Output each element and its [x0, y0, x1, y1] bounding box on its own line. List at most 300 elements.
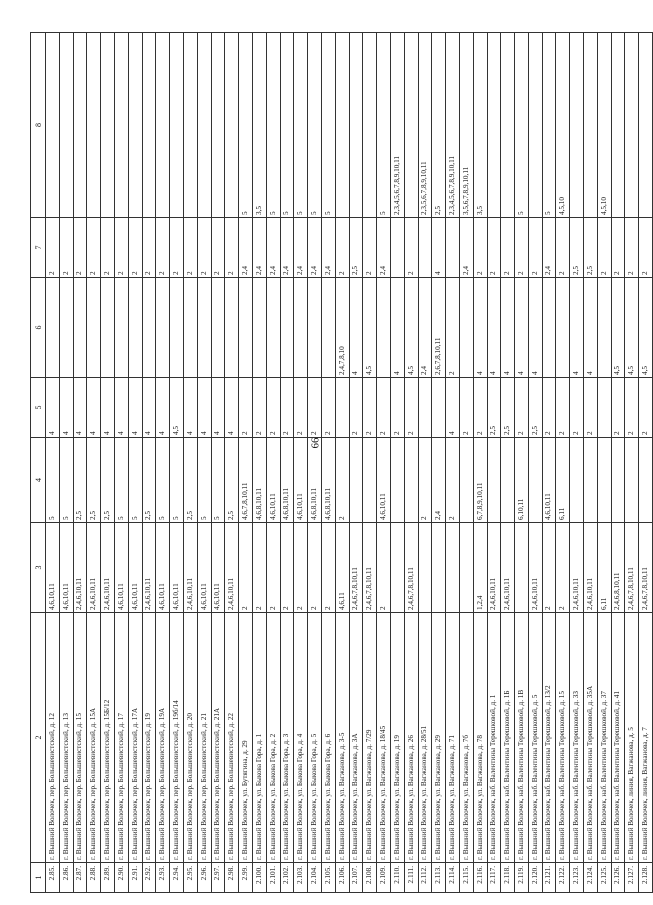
table-cell-col-1: 2.94. [170, 863, 184, 893]
table-cell-col-1: 2.104. [308, 863, 322, 893]
table-cell-col-1: 2.114. [446, 863, 460, 893]
table-cell-col-6: 4,5 [404, 278, 418, 378]
table-cell-col-6 [280, 278, 294, 378]
table-cell-col-8: 5 [239, 33, 253, 218]
table-cell-col-7 [390, 218, 404, 278]
table-cell-col-3 [459, 523, 473, 613]
table-cell-col-4: 4,6,10,11 [377, 438, 391, 523]
table-row [294, 33, 308, 893]
table-cell-col-5: 4 [73, 378, 87, 438]
table-cell-col-7: 2,4 [321, 218, 335, 278]
table-cell-col-1: 2.112. [418, 863, 432, 893]
table-cell-col-8: 5 [321, 33, 335, 218]
table-cell-col-7: 2 [211, 218, 225, 278]
table-cell-col-5: 2 [459, 378, 473, 438]
table-cell-col-3: 4,6,10,11 [114, 523, 128, 613]
table-cell-col-8 [73, 33, 87, 218]
table-cell-col-4: 2,5 [142, 438, 156, 523]
table-cell-col-2: г. Вышний Волочек, пер. Большевистский, д. 13 [59, 613, 73, 863]
table-cell-col-7 [418, 218, 432, 278]
table-cell-col-8 [225, 33, 239, 218]
table-cell-col-2: г. Вышний Волочек, ул. Вагжанова, д. 26 [404, 613, 418, 863]
table-cell-col-5: 4 [156, 378, 170, 438]
table-row [321, 33, 335, 893]
table-cell-col-7: 2 [114, 218, 128, 278]
table-cell-col-1: 2.122. [556, 863, 570, 893]
table-row [528, 33, 542, 893]
table-cell-col-5 [432, 378, 446, 438]
table-row [335, 33, 349, 893]
table-cell-col-4 [390, 438, 404, 523]
table-cell-col-8 [501, 33, 515, 218]
table-cell-col-5 [597, 378, 611, 438]
column-header-4: 4 [31, 438, 46, 523]
table-cell-col-5: 4 [114, 378, 128, 438]
table-row [73, 33, 87, 893]
table-cell-col-3: 4,6,10,11 [59, 523, 73, 613]
table-cell-col-4: 4,6,10,11 [542, 438, 556, 523]
table-cell-col-6 [87, 278, 101, 378]
table-row [459, 33, 473, 893]
table-cell-col-7: 2 [170, 218, 184, 278]
table-cell-col-7: 2,4 [377, 218, 391, 278]
table-cell-col-6 [73, 278, 87, 378]
table-cell-col-8 [570, 33, 584, 218]
table-cell-col-6 [170, 278, 184, 378]
table-row [156, 33, 170, 893]
table-cell-col-2: г. Вышний Волочек, наб. Валентины Терешковой, д. 1В [515, 613, 529, 863]
table-cell-col-2: г. Вышний Волочек, линия, Вагжанова, д. 7 [639, 613, 653, 863]
table-cell-col-2: г. Вышний Волочек, ул. Быкова Горa, д. 4 [294, 613, 308, 863]
table-cell-col-1: 2.103. [294, 863, 308, 893]
table-cell-col-1: 2.108. [363, 863, 377, 893]
table-cell-col-2: г. Вышний Волочек, ул. Бутягина, д. 29 [239, 613, 253, 863]
table-cell-col-6 [597, 278, 611, 378]
table-cell-col-4: 4,6,8,10,11 [308, 438, 322, 523]
table-cell-col-3: 2 [542, 523, 556, 613]
table-cell-col-1: 2.124. [584, 863, 598, 893]
table-cell-col-5: 2 [308, 378, 322, 438]
table-cell-col-3: 2,4,6,10,11 [142, 523, 156, 613]
table-row [584, 33, 598, 893]
table-cell-col-2: г. Вышний Волочек, пер. Большевистский, д. 15 [73, 613, 87, 863]
table-cell-col-3: 2,4,6,10,11 [183, 523, 197, 613]
table-cell-col-5: 4 [183, 378, 197, 438]
table-cell-col-6 [266, 278, 280, 378]
table-cell-col-5: 2 [542, 378, 556, 438]
table-cell-col-6: 2,6,7,8,10,11 [432, 278, 446, 378]
table-cell-col-8 [625, 33, 639, 218]
table-cell-col-5: 2 [363, 378, 377, 438]
table-cell-col-7: 2 [404, 218, 418, 278]
table-cell-col-6 [542, 278, 556, 378]
table-cell-col-2: г. Вышний Волочек, ул. Вагжанова, д. 7б [459, 613, 473, 863]
table-cell-col-2: г. Вышний Волочек, ул. Вагжанова, д. 18/45 [377, 613, 391, 863]
table-cell-col-3: 2 [556, 523, 570, 613]
table-cell-col-4: 2,5 [73, 438, 87, 523]
table-cell-col-7: 2 [611, 218, 625, 278]
table-cell-col-7: 4 [432, 218, 446, 278]
table-cell-col-7: 2,5 [570, 218, 584, 278]
table-cell-col-5 [335, 378, 349, 438]
table-cell-col-7: 2 [335, 218, 349, 278]
table-cell-col-2: г. Вышний Волочек, ул. Вагжанова, д. 3А [349, 613, 363, 863]
table-cell-col-2: г. Вышний Волочек, наб. Валентины Терешковой, д. 33 [570, 613, 584, 863]
table-cell-col-8: 3,5,6,7,8,9,10,11 [459, 33, 473, 218]
table-row [639, 33, 653, 893]
table-cell-col-5: 2 [390, 378, 404, 438]
table-cell-col-8: 4,5,10 [556, 33, 570, 218]
table-row [570, 33, 584, 893]
table-cell-col-7: 2 [556, 218, 570, 278]
table-cell-col-8 [211, 33, 225, 218]
table-cell-col-4: 5 [114, 438, 128, 523]
table-cell-col-3: 6,11 [597, 523, 611, 613]
table-cell-col-1: 2.120. [528, 863, 542, 893]
table-cell-col-6 [197, 278, 211, 378]
table-cell-col-8: 5 [280, 33, 294, 218]
table-cell-col-6 [183, 278, 197, 378]
table-cell-col-3: 4,6,10,11 [156, 523, 170, 613]
table-cell-col-4: 5 [59, 438, 73, 523]
table-cell-col-3: 2,4,6,10,11 [73, 523, 87, 613]
table-cell-col-4: 5 [211, 438, 225, 523]
table-cell-col-5: 4 [46, 378, 60, 438]
table-cell-col-8 [363, 33, 377, 218]
table-cell-col-8: 5 [515, 33, 529, 218]
table-cell-col-4: 2,5 [87, 438, 101, 523]
table-cell-col-2: г. Вышний Волочек, наб. Валентины Терешковой, д. 5 [528, 613, 542, 863]
table-cell-col-4: 4,6,10,11 [266, 438, 280, 523]
table-cell-col-1: 2.99. [239, 863, 253, 893]
table-cell-col-8: 5 [266, 33, 280, 218]
table-cell-col-5: 2 [625, 378, 639, 438]
table-cell-col-8 [46, 33, 60, 218]
table-cell-col-2: г. Вышний Волочек, пер. Большевистский, д. 22 [225, 613, 239, 863]
table-cell-col-6: 4,5 [363, 278, 377, 378]
table-cell-col-8: 5 [294, 33, 308, 218]
table-row [473, 33, 487, 893]
table-cell-col-5: 2 [239, 378, 253, 438]
table-cell-col-7: 2 [528, 218, 542, 278]
table-cell-col-1: 2.117. [487, 863, 501, 893]
table-cell-col-1: 2.106. [335, 863, 349, 893]
table-row [308, 33, 322, 893]
table-cell-col-7: 2 [183, 218, 197, 278]
table-cell-col-3: 2 [239, 523, 253, 613]
table-cell-col-7: 2 [197, 218, 211, 278]
table-cell-col-8 [197, 33, 211, 218]
table-cell-col-6 [294, 278, 308, 378]
table-cell-col-8 [101, 33, 115, 218]
table-cell-col-1: 2.119. [515, 863, 529, 893]
table-cell-col-4 [404, 438, 418, 523]
table-cell-col-3: 2,4,6,10,11 [584, 523, 598, 613]
table-cell-col-1: 2.116. [473, 863, 487, 893]
table-cell-col-1: 2.91. [128, 863, 142, 893]
document-table-rotated [30, 33, 650, 893]
table-cell-col-3: 2,4,6,10,11 [101, 523, 115, 613]
table-cell-col-4 [528, 438, 542, 523]
table-cell-col-1: 2.97. [211, 863, 225, 893]
table-cell-col-3: 2 [266, 523, 280, 613]
table-cell-col-3: 2,4,6,7,8,10,11 [404, 523, 418, 613]
table-cell-col-1: 2.123. [570, 863, 584, 893]
table-cell-col-6 [321, 278, 335, 378]
table-cell-col-4: 2,5 [225, 438, 239, 523]
table-cell-col-7: 2,4 [252, 218, 266, 278]
table-cell-col-2: г. Вышний Волочек, ул. Вагжанова, д. 78 [473, 613, 487, 863]
table-cell-col-6 [128, 278, 142, 378]
table-cell-col-8 [114, 33, 128, 218]
table-cell-col-4: 2,5 [101, 438, 115, 523]
table-cell-col-6: 4 [487, 278, 501, 378]
table-cell-col-8 [487, 33, 501, 218]
table-header-row [31, 33, 46, 893]
table-cell-col-3: 2,4,6,8,10,11 [611, 523, 625, 613]
table-row [611, 33, 625, 893]
table-cell-col-7: 2,5 [349, 218, 363, 278]
table-cell-col-4 [487, 438, 501, 523]
table-row [625, 33, 639, 893]
table-cell-col-1: 2.96. [197, 863, 211, 893]
table-cell-col-2: г. Вышний Волочек, наб. Валентины Терешковой, д. 37 [597, 613, 611, 863]
table-cell-col-5: 4 [197, 378, 211, 438]
table-cell-col-7: 2 [225, 218, 239, 278]
table-row [170, 33, 184, 893]
table-cell-col-2: г. Вышний Волочек, пер. Большевистский, д. 19 [142, 613, 156, 863]
table-cell-col-5: 2,5 [528, 378, 542, 438]
table-cell-col-2: г. Вышний Волочек, ул. Быкова Горa, д. 1 [252, 613, 266, 863]
table-cell-col-7: 2 [625, 218, 639, 278]
table-cell-col-4 [459, 438, 473, 523]
table-cell-col-6: 2,4,7,8,10 [335, 278, 349, 378]
table-cell-col-7: 2 [597, 218, 611, 278]
table-cell-col-3: 2,4,6,10,11 [570, 523, 584, 613]
table-cell-col-4 [625, 438, 639, 523]
table-row [363, 33, 377, 893]
table-cell-col-8 [528, 33, 542, 218]
table-cell-col-1: 2.89. [101, 863, 115, 893]
table-cell-col-5: 4 [59, 378, 73, 438]
table-row [252, 33, 266, 893]
table-cell-col-7: 2 [363, 218, 377, 278]
table-cell-col-1: 2.85. [46, 863, 60, 893]
table-cell-col-3: 2 [252, 523, 266, 613]
table-cell-col-6: 4,5 [639, 278, 653, 378]
table-row [418, 33, 432, 893]
column-header-7: 7 [31, 218, 46, 278]
table-cell-col-1: 2.88. [87, 863, 101, 893]
table-cell-col-1: 2.113. [432, 863, 446, 893]
table-cell-col-5: 4 [128, 378, 142, 438]
table-cell-col-3: 2 [308, 523, 322, 613]
table-cell-col-6: 4 [349, 278, 363, 378]
table-cell-col-2: г. Вышний Волочек, пер. Большевистский, д. 15Б/12 [101, 613, 115, 863]
table-cell-col-7 [446, 218, 460, 278]
table-cell-col-5: 2 [404, 378, 418, 438]
table-cell-col-8: 2,5 [432, 33, 446, 218]
table-cell-col-3: 2,4,6,10,11 [487, 523, 501, 613]
table-cell-col-7: 2 [128, 218, 142, 278]
table-cell-col-3: 2,4,6,7,8,10,11 [639, 523, 653, 613]
table-cell-col-5: 4 [211, 378, 225, 438]
table-cell-col-5: 2 [280, 378, 294, 438]
table-cell-col-2: г. Вышний Волочек, ул. Вагжанова, д. 71 [446, 613, 460, 863]
table-cell-col-4: 4,6,8,10,11 [252, 438, 266, 523]
table-cell-col-7: 2 [639, 218, 653, 278]
table-cell-col-7: 2,4 [308, 218, 322, 278]
table-cell-col-7: 2 [156, 218, 170, 278]
table-cell-col-3: 4,6,10,11 [46, 523, 60, 613]
table-row [404, 33, 418, 893]
table-cell-col-6: 4 [528, 278, 542, 378]
table-cell-col-4 [363, 438, 377, 523]
table-cell-col-6 [142, 278, 156, 378]
table-row [556, 33, 570, 893]
table-cell-col-2: г. Вышний Волочек, ул. Быкова Горa, д. 5 [308, 613, 322, 863]
table-cell-col-2: г. Вышний Волочек, пер. Большевистский, д. 17А [128, 613, 142, 863]
table-cell-col-8: 2,3,4,5,6,7,8,9,10,11 [446, 33, 460, 218]
table-cell-col-1: 2.128. [639, 863, 653, 893]
table-cell-col-8 [59, 33, 73, 218]
table-cell-col-5: 2 [556, 378, 570, 438]
table-row [349, 33, 363, 893]
table-cell-col-6: 4,5 [611, 278, 625, 378]
table-cell-col-7: 2 [142, 218, 156, 278]
table-cell-col-5: 2 [473, 378, 487, 438]
table-cell-col-3: 2 [294, 523, 308, 613]
table-cell-col-1: 2.98. [225, 863, 239, 893]
table-cell-col-7: 2,5 [584, 218, 598, 278]
table-cell-col-8 [349, 33, 363, 218]
table-cell-col-8 [128, 33, 142, 218]
table-cell-col-1: 2.101. [266, 863, 280, 893]
table-cell-col-4: 2,4 [432, 438, 446, 523]
table-cell-col-6 [156, 278, 170, 378]
table-cell-col-6 [211, 278, 225, 378]
table-cell-col-7: 2 [501, 218, 515, 278]
table-cell-col-5: 2,5 [501, 378, 515, 438]
table-cell-col-1: 2.107. [349, 863, 363, 893]
table-cell-col-1: 2.93. [156, 863, 170, 893]
table-cell-col-5 [418, 378, 432, 438]
table-cell-col-3 [418, 523, 432, 613]
table-cell-col-4: 4,6,7,8,10,11 [239, 438, 253, 523]
table-cell-col-8 [183, 33, 197, 218]
table-cell-col-1: 2.110. [390, 863, 404, 893]
table-cell-col-4 [570, 438, 584, 523]
table-cell-col-6: 4 [584, 278, 598, 378]
table-cell-col-5: 4 [87, 378, 101, 438]
table-cell-col-4 [597, 438, 611, 523]
table-cell-col-4: 4,6,10,11 [294, 438, 308, 523]
table-cell-col-4: 6,10,11 [515, 438, 529, 523]
column-header-1: 1 [31, 863, 46, 893]
table-cell-col-3: 2 [280, 523, 294, 613]
table-cell-col-3: 2,4,6,7,8,10,11 [349, 523, 363, 613]
table-cell-col-4: 5 [128, 438, 142, 523]
table-cell-col-3: 2,4,6,10,11 [501, 523, 515, 613]
table-cell-col-5: 4,5 [170, 378, 184, 438]
table-row [266, 33, 280, 893]
table-cell-col-3: 4,6,10,11 [211, 523, 225, 613]
table-cell-col-1: 2.100. [252, 863, 266, 893]
table-cell-col-1: 2.111. [404, 863, 418, 893]
table-row [515, 33, 529, 893]
table-row [197, 33, 211, 893]
table-cell-col-7: 2 [515, 218, 529, 278]
table-cell-col-4: 2 [335, 438, 349, 523]
table-cell-col-6: 2 [446, 278, 460, 378]
table-cell-col-2: г. Вышний Волочек, ул. Быкова Горa, д. 3 [280, 613, 294, 863]
table-row [114, 33, 128, 893]
address-table [30, 32, 653, 893]
table-cell-col-1: 2.87. [73, 863, 87, 893]
table-cell-col-2: г. Вышний Волочек, пер. Большевистский, д. 12 [46, 613, 60, 863]
table-cell-col-8 [639, 33, 653, 218]
table-cell-col-3: 2,4,6,7,8,10,11 [363, 523, 377, 613]
table-cell-col-4: 4,6,8,10,11 [321, 438, 335, 523]
table-cell-col-7: 2 [87, 218, 101, 278]
table-cell-col-2: г. Вышний Волочек, пер. Большевистский, д. 21А [211, 613, 225, 863]
table-cell-col-1: 2.125. [597, 863, 611, 893]
table-cell-col-1: 2.121. [542, 863, 556, 893]
table-cell-col-3: 2 [321, 523, 335, 613]
column-header-6: 6 [31, 278, 46, 378]
table-cell-col-8 [87, 33, 101, 218]
table-cell-col-7: 2,4 [542, 218, 556, 278]
table-cell-col-4: 5 [170, 438, 184, 523]
table-row [101, 33, 115, 893]
table-cell-col-6: 4 [390, 278, 404, 378]
table-cell-col-8: 3,5 [252, 33, 266, 218]
table-cell-col-4: 2 [446, 438, 460, 523]
column-header-8: 8 [31, 33, 46, 218]
table-row [142, 33, 156, 893]
table-cell-col-7: 2 [46, 218, 60, 278]
table-cell-col-2: г. Вышний Волочек, наб. Валентины Терешковой, д. 15 [556, 613, 570, 863]
table-cell-col-3: 2,4,6,7,8,10,11 [625, 523, 639, 613]
table-cell-col-2: г. Вышний Волочек, пер. Большевистский, д. 17 [114, 613, 128, 863]
table-cell-col-3: 4,6,10,11 [197, 523, 211, 613]
table-cell-col-7: 2 [473, 218, 487, 278]
table-cell-col-6 [459, 278, 473, 378]
table-cell-col-4: 6,7,8,9,10,11 [473, 438, 487, 523]
table-row [487, 33, 501, 893]
table-cell-col-5: 2 [252, 378, 266, 438]
table-cell-col-5: 2 [266, 378, 280, 438]
table-cell-col-6: 4 [473, 278, 487, 378]
table-cell-col-2: г. Вышний Волочек, ул. Вагжанова, д. 19 [390, 613, 404, 863]
table-cell-col-6 [46, 278, 60, 378]
table-cell-col-7: 2,4 [239, 218, 253, 278]
table-cell-col-6 [239, 278, 253, 378]
table-cell-col-2: г. Вышний Волочек, наб. Валентины Терешковой, д. 1Б [501, 613, 515, 863]
table-cell-col-5: 2 [584, 378, 598, 438]
table-cell-col-6 [101, 278, 115, 378]
table-cell-col-8: 2,3,5,6,7,8,9,10,11 [418, 33, 432, 218]
table-cell-col-6 [225, 278, 239, 378]
table-row [46, 33, 60, 893]
table-row [390, 33, 404, 893]
table-row [225, 33, 239, 893]
table-row [446, 33, 460, 893]
page-number: 66 [309, 437, 322, 449]
table-cell-col-5: 2 [515, 378, 529, 438]
table-cell-col-5: 4 [101, 378, 115, 438]
table-cell-col-2: г. Вышний Волочек, линия, Вагжанова, д. 5 [625, 613, 639, 863]
